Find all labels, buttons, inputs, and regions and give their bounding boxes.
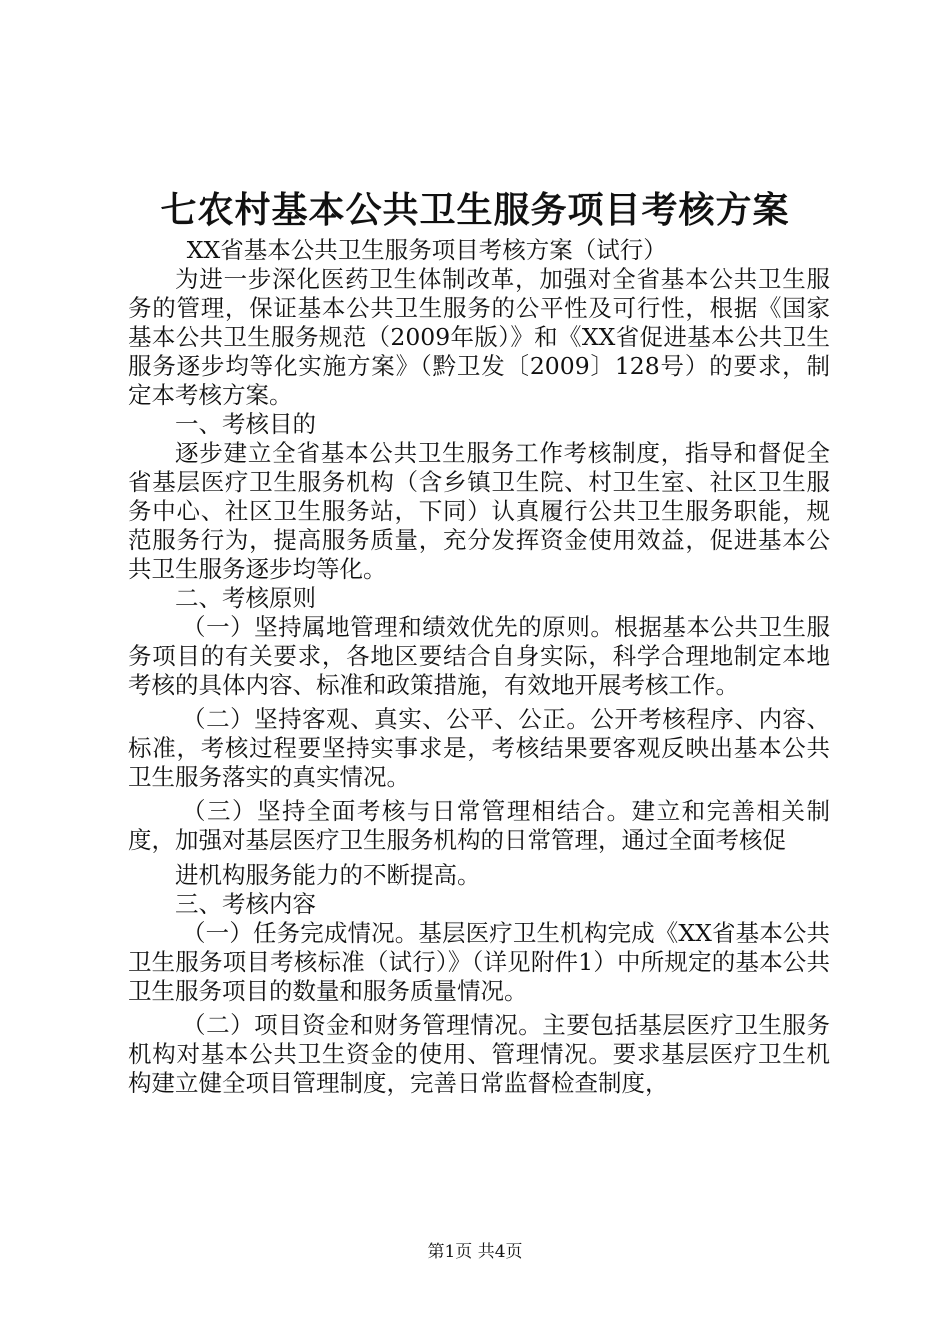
document-title: 七农村基本公共卫生服务项目考核方案 <box>160 189 790 231</box>
paragraph-content-1: （一）任务完成情况。基层医疗卫生机构完成《XX省基本公共卫生服务项目考核标准（试行）》（详见附件1）中所规定的基本公共卫生服务项目的数量和服务质量情况。 <box>128 919 830 1005</box>
heading-section-1: 一、考核目的 <box>175 410 316 438</box>
document-subtitle: XX省基本公共卫生服务项目考核方案（试行） <box>186 236 667 264</box>
heading-section-2: 二、考核原则 <box>175 584 316 612</box>
paragraph-principle-2: （二）坚持客观、真实、公平、公正。公开考核程序、内容、标准，考核过程要坚持实事求是，考核结果要客观反映出基本公共卫生服务落实的真实情况。 <box>128 705 830 791</box>
document-body <box>128 236 830 1103</box>
paragraph-principle-1: （一）坚持属地管理和绩效优先的原则。根据基本公共卫生服务项目的有关要求，各地区要结合自身实际，科学合理地制定本地考核的具体内容、标准和政策措施，有效地开展考核工作。 <box>128 613 830 699</box>
paragraph-intro: 为进一步深化医药卫生体制改革，加强对全省基本公共卫生服务的管理，保证基本公共卫生服务的公平性及可行性，根据《国家基本公共卫生服务规范（2009年版）》和《XX省促进基本公共卫生服务逐步均等化实施方案》（黔卫发〔2009〕128号）的要求，制定本考核方案。 <box>128 265 830 409</box>
paragraph-purpose: 逐步建立全省基本公共卫生服务工作考核制度，指导和督促全省基层医疗卫生服务机构（含乡镇卫生院、村卫生室、社区卫生服务中心、社区卫生服务站，下同）认真履行公共卫生服务职能，规范服务行为，提高服务质量，充分发挥资金使用效益，促进基本公共卫生服务逐步均等化。 <box>128 439 830 583</box>
paragraph-principle-3: （三）坚持全面考核与日常管理相结合。建立和完善相关制度，加强对基层医疗卫生服务机构的日常管理，通过全面考核促 <box>128 797 830 854</box>
paragraph-principle-3-continued: 进机构服务能力的不断提高。 <box>175 861 481 889</box>
page-number-footer: 第1页 共4页 <box>427 1242 523 1262</box>
paragraph-content-2: （二）项目资金和财务管理情况。主要包括基层医疗卫生服务机构对基本公共卫生资金的使用、管理情况。要求基层医疗卫生机构建立健全项目管理制度，完善日常监督检查制度， <box>128 1011 830 1097</box>
heading-section-3: 三、考核内容 <box>175 890 316 918</box>
